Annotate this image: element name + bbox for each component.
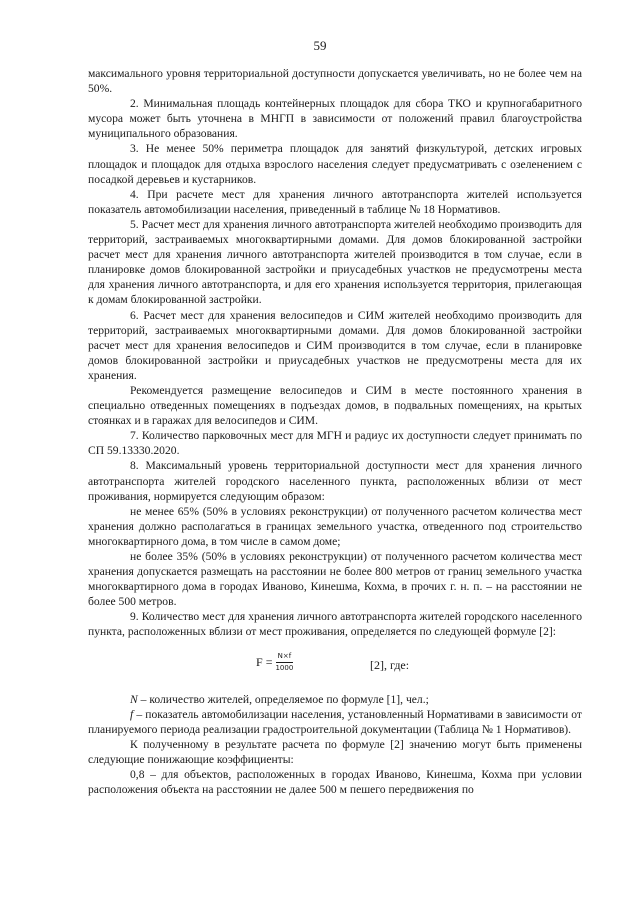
formula xyxy=(256,652,293,673)
formula-lhs: F xyxy=(256,654,263,669)
paragraph-item-8-min: не менее 65% (50% в условиях реконструкции) от полученного расчетом количества мест хранения должно располагаться в границах земельного участка, отведенного под строительство многоквартирного дома, в том числе в самом доме; xyxy=(88,504,582,548)
document-body xyxy=(88,66,582,797)
paragraph-item-8: 8. Максимальный уровень территориальной доступности мест для хранения личного автотранспорта жителей городского населенного пункта, расположенных вблизи от мест проживания, нормируется следующим образом: xyxy=(88,459,582,503)
page-number: 59 xyxy=(313,38,327,53)
paragraph-item-8-max: не более 35% (50% в условиях реконструкции) от полученного расчетом количества мест хранения допускается размещать на расстоянии не более 800 метров от границ земельного участка многоквартирного дома в городах Иваново, Кинешма, Кохма, в прочих г. н. п. – на расстоянии не более 500 метров. xyxy=(88,550,582,609)
definition-n-text: – количество жителей, определяемое по формуле [1], чел.; xyxy=(137,692,429,706)
paragraph-recommendation: Рекомендуется размещение велосипедов и СИМ в месте постоянного хранения в специально отведенных помещениях в подъездах домов, в подвальных помещениях, на крытых стоянках и в гаражах для велосипедов и СИМ. xyxy=(88,383,582,428)
formula-equals: = xyxy=(265,654,273,669)
paragraph-item-6: 6. Расчет мест для хранения велосипедов и СИМ жителей необходимо производить для территорий, застраиваемых многоквартирными домами. Для домов блокированной застройки расчет мест для хранения велосипедов и СИМ производится в том случае, если в планировке домов блокированной застройки и приусадебных участков не предусмотрены места для их хранения. xyxy=(88,308,582,382)
paragraph-item-9: 9. Количество мест для хранения личного автотранспорта жителей городского населенного пункта, расположенных вблизи от мест проживания, определяется по следующей формуле [2]: xyxy=(88,610,582,639)
paragraph-item-5: 5. Расчет мест для хранения личного автотранспорта жителей необходимо производить для территорий, застраиваемых многоквартирными домами. Для домов блокированной застройки расчет мест для хранения личного автотранспорта жителей производится в том случае, если в планировке домов блокированной застройки и приусадебных участков не предусмотрены места для хранения личного автотранспорта, и для его хранения используется территория, прилегающая к домам блокированной застройки. xyxy=(88,217,582,307)
paragraph-continuation: максимального уровня территориальной доступности допускается увеличивать, но не более чем на 50%. xyxy=(88,67,582,96)
paragraph-coefficients-intro: К полученному в результате расчета по формуле [2] значению могут быть применены следующие понижающие коэффициенты: xyxy=(88,737,582,766)
definition-n-symbol: N xyxy=(130,692,138,706)
paragraph-coefficient-0-8: 0,8 – для объектов, расположенных в городах Иваново, Кинешма, Кохма при условии расположения объекта на расстоянии не далее 500 м пешего передвижения по xyxy=(88,768,582,797)
formula-block xyxy=(88,644,582,686)
formula-numerator: N×f xyxy=(276,652,294,663)
paragraph-item-2: 2. Минимальная площадь контейнерных площадок для сбора ТКО и крупногабаритного мусора может быть уточнена в МНГП в зависимости от положений правил благоустройства муниципального образования. xyxy=(88,97,582,141)
paragraph-item-3: 3. Не менее 50% периметра площадок для занятий физкультурой, детских игровых площадок и площадок для отдыха взрослого населения следует предусматривать с озеленением с посадкой деревьев и кустарников. xyxy=(88,142,582,186)
definition-f-symbol: f xyxy=(130,707,134,721)
definition-f xyxy=(88,707,582,737)
definition-f-text: – показатель автомобилизации населения, установленный Нормативами в зависимости от планируемого периода реализации градостроительной документации (Таблица № 1 Нормативов). xyxy=(88,707,582,736)
formula-fraction xyxy=(275,652,293,673)
paragraph-item-7: 7. Количество парковочных мест для МГН и радиус их доступности следует принимать по СП 59.13330.2020. xyxy=(88,429,582,458)
definition-n xyxy=(88,692,582,707)
formula-reference: [2], где: xyxy=(370,657,410,672)
paragraph-item-4: 4. При расчете мест для хранения личного автотранспорта жителей используется показатель автомобилизации населения, приведенный в таблице № 18 Нормативов. xyxy=(88,187,582,216)
formula-denominator: 1000 xyxy=(275,663,294,672)
